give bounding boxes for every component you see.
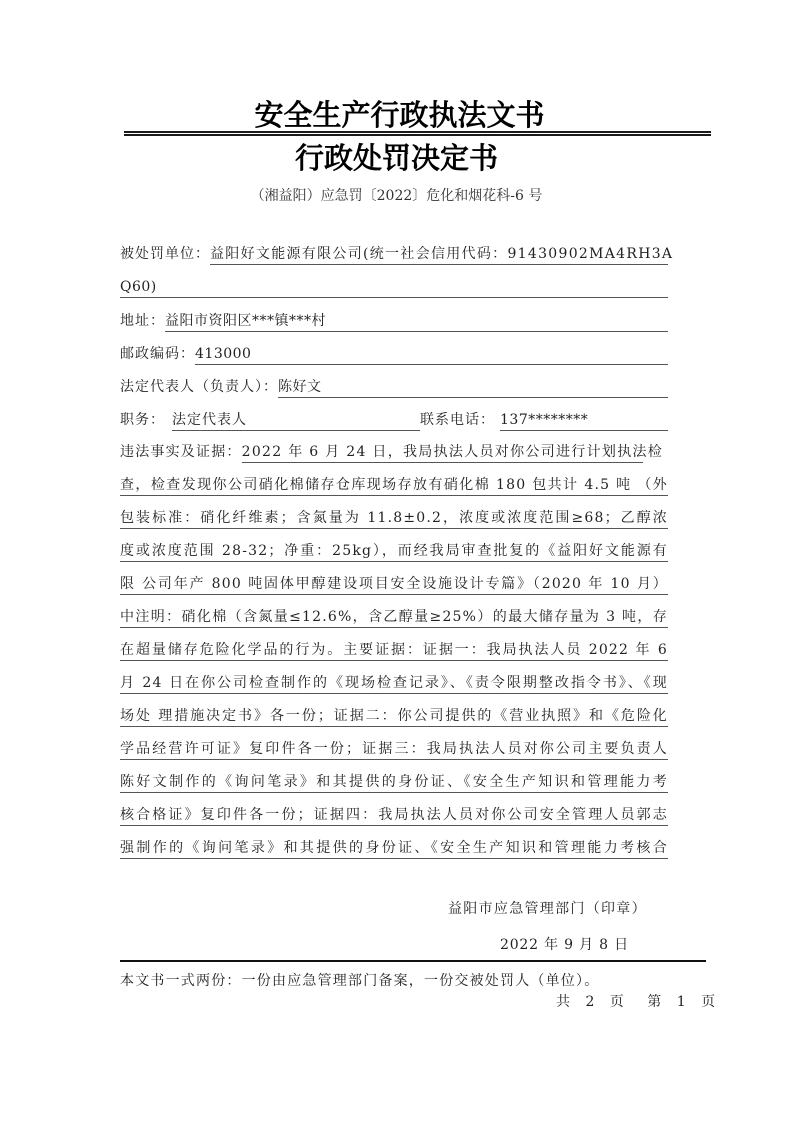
violation-line: 限 公司年产 800 吨固体甲醇建设项目安全设施设计专篇》（2020 年 10 月）	[120, 573, 668, 595]
violation-line-1	[120, 441, 668, 463]
legal-representative-label: 法定代表人（负责人）：	[120, 376, 278, 399]
violation-line: 核合格证》复印件各一份；证据四：我局执法人员对你公司安全管理人员郭志	[120, 804, 668, 826]
address-field	[120, 310, 668, 332]
copies-note: 本文书一式两份：一份由应急管理部门备案，一份交被处罚人（单位）。	[120, 973, 600, 989]
violation-line: 包装标准：硝化纤维素；含氮量为 11.8±0.2，浓度或浓度范围≥68；乙醇浓	[120, 507, 668, 529]
phone-value: 137********	[500, 409, 668, 431]
violation-line: 场处 理措施决定书》各一份；证据二：你公司提供的《营业执照》和《危险化	[120, 705, 668, 727]
position-phone-row	[120, 409, 668, 431]
position-label: 职务：	[120, 412, 165, 428]
violation-line: 陈好文制作的《询问笔录》和其提供的身份证、《安全生产知识和管理能力考	[120, 771, 668, 793]
violation-text: 2022 年 6 月 24 日，我局执法人员对你公司进行计划执法检	[242, 441, 643, 463]
footer-rule	[120, 960, 706, 962]
address-value: 益阳市资阳区***镇***村	[165, 313, 326, 329]
postal-code-label: 邮政编码：	[120, 343, 195, 366]
penalized-unit-field	[120, 243, 674, 265]
document-title: 行政处罚决定书	[294, 141, 498, 175]
violation-line: 在超量储存危险化学品的行为。主要证据：证据一：我局执法人员 2022 年 6	[120, 639, 668, 661]
penalized-unit-value: 益阳好文能源有限公司(统一社会信用代码：91430902MA4RH3A	[210, 246, 674, 262]
document-series-title: 安全生产行政执法文书	[254, 98, 545, 132]
violation-line: 月 24 日在你公司检查制作的《现场检查记录》、《责令限期整改指令书》、《现	[120, 672, 668, 694]
legal-representative-value: 陈好文	[278, 379, 322, 395]
violation-line: 学品经营许可证》复印件各一份；证据三：我局执法人员对你公司主要负责人	[120, 738, 668, 760]
title-double-rule	[124, 131, 711, 136]
current-page: 第 1 页	[647, 994, 716, 1010]
violation-line: 度或浓度范围 28-32；净重：25kg），而经我局审查批复的《益阳好文能源有	[120, 540, 668, 562]
legal-representative-field	[120, 376, 668, 398]
violation-line: 强制作的《询问笔录》和其提供的身份证、《安全生产知识和管理能力考核合	[120, 837, 668, 859]
address-label: 地址：	[120, 310, 165, 333]
violation-line: 查，检查发现你公司硝化棉储存仓库现场存放有硝化棉 180 包共计 4.5 吨 （外	[120, 474, 668, 496]
postal-code-field	[120, 343, 668, 365]
position-value: 法定代表人	[172, 409, 420, 431]
page-indicator	[556, 991, 716, 1013]
violation-label: 违法事实及证据：	[120, 441, 242, 464]
postal-code-value: 413000	[195, 346, 252, 362]
issuing-authority: 益阳市应急管理部门（印章）	[448, 901, 647, 917]
penalized-unit-value-continued: Q60)	[120, 279, 157, 295]
document-number: （湘益阳）应急罚〔2022〕危化和烟花科-6 号	[250, 188, 543, 204]
violation-line: 中注明：硝化棉（含氮量≤12.6%，含乙醇量≥25%）的最大储存量为 3 吨，存	[120, 606, 668, 628]
phone-label: 联系电话：	[420, 412, 495, 428]
issue-date: 2022 年 9 月 8 日	[500, 937, 629, 953]
total-pages: 共 2 页	[556, 994, 625, 1010]
penalized-unit-field-continued	[120, 276, 668, 298]
penalized-unit-label: 被处罚单位：	[120, 243, 210, 266]
